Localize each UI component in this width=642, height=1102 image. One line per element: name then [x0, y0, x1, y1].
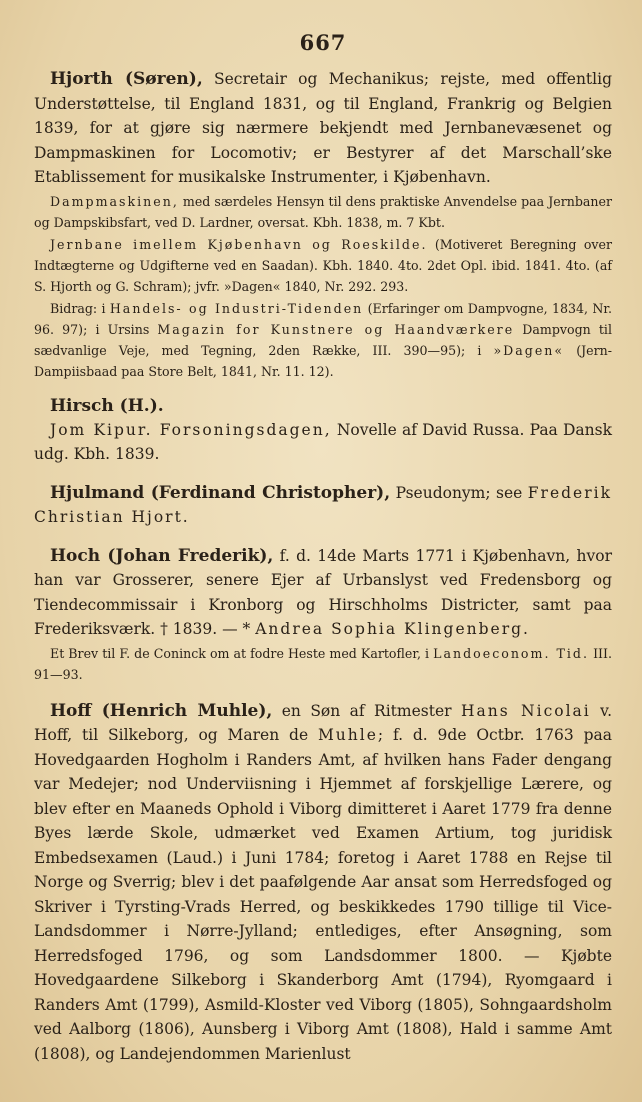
entry-body [34, 544, 612, 642]
work-details: med særdeles Hensyn til dens praktiske Anvendelse paa Jernbaner og Dampskibsfart, ved D. Lardner, oversat. Kbh. 1838, m. 7 Kbt. [34, 193, 612, 230]
person-name: Muhle [317, 726, 378, 744]
work-details: (Erfaringer om Dampvogne, 1834, Nr. 96. 97); i Ursins [34, 300, 612, 337]
entry-body [34, 699, 612, 1067]
entry-hirsch [34, 396, 612, 467]
entry-hjorth [34, 67, 612, 382]
entry-text: Pseudonym; see [390, 483, 528, 502]
entry-text: ; f. d. 9de Octbr. 1763 paa Hovedgaarden Hogholm i Randers Amt, af hvilken hans Fader dengang var Medejer; nod Underviisning i Hjemmet af forskjellige Lærere, og blev efter en Maaneds Ophold i Viborg dimitteret i Aaret 1779 fra denne Byes lærde Skole, udmærket ved Examen Artium, tog juridisk Embedsexamen (Laud.) i Juni 1784; foretog i Aaret 1788 en Rejse til Norge og Sverrig; blev i det paafølgende Aar ansat som Herredsfoged og Skriver i Tyrsting-Vrads Herred, og beskikkedes 1790 tillige til Vice-Landsdommer i Nørre-Jylland; entlediges, efter Ansøgning, som Herredsfoged 1796, og som Landsdommer 1800. — Kjøbte Hovedgaardene Silkeborg i Skanderborg Amt (1794), Ryomgaard i Randers Amt (1799), Asmild-Kloster ved Viborg (1805), Sohngaardsholm ved Aalborg (1806), Aunsberg i Viborg Amt (1808), Hald i samme Amt (1808), og Landejendommen Marienlust [34, 726, 612, 1063]
entry-body [34, 67, 612, 190]
work-title: Magazin for Kunstnere og Haandværkere [157, 321, 515, 337]
entry-headword: Hjulmand (Ferdinand Christopher), [50, 482, 391, 503]
entry-hoff [34, 699, 612, 1067]
entry-hjulmand [34, 481, 612, 530]
bibliography-item [34, 234, 612, 297]
entry-text: en Søn af Ritmester [272, 701, 461, 720]
entry-headword: Hoch (Johan Frederik), [50, 545, 274, 566]
work-title: Handels- og Industri-Tidenden [109, 300, 364, 316]
spouse-name: Andrea Sophia Klingenberg. [255, 620, 530, 638]
bibliography-item [34, 643, 612, 685]
entry-body [34, 481, 612, 530]
work-details: Bidrag: i [50, 300, 110, 316]
entry-headword: Hjorth (Søren), [50, 69, 203, 89]
work-title: »Dagen« [493, 342, 565, 358]
entry-text: Novelle af David Russa. Paa Dansk udg. Kbh. 1839. [34, 420, 613, 463]
entry-headword: Hoff (Henrich Muhle), [50, 700, 273, 721]
work-title: Jom Kipur. Forsoningsdagen, [50, 420, 332, 439]
entry-text: Secretair og Mechanikus; rejste, med offentlig Understøttelse, til England 1831, og til England, Frankrig og Belgien 1839, for at gjøre sig nærmere bekjendt med Jernbanevæsenet og Dampmaskinen for Locomotiv; er Bestyrer af det Marschall’ske Etablissement for musikalske Instrumenter, i Kjøbenhavn. [34, 70, 612, 186]
entry-headword: Hirsch (H.). [50, 395, 164, 416]
work-title: Landoeconom. Tid. [433, 645, 590, 661]
entry-text: f. d. 14de Marts 1771 i Kjøbenhavn, hvor han var Grosserer, senere Ejer af Urbanslyst ved Fredensborg og Tiendecommissair i Kronborg og Hirschholms Districter, samt paa Frederiksværk. † 1839. — * [34, 546, 613, 638]
page-number: 667 [299, 30, 347, 55]
entry-text: v. Hoff, til Silkeborg, og Maren de [34, 701, 613, 744]
work-title: Dampmaskinen, [50, 193, 179, 209]
entry-hoch [34, 544, 612, 685]
work-title: Jernbane imellem Kjøbenhavn og Roeskilde. [50, 236, 428, 252]
cross-reference: Frederik Christian Hjort. [34, 483, 612, 526]
work-details: (Jern-Dampiisbaad paa Store Belt, 1841, Nr. 11. 12). [34, 342, 612, 379]
bibliography-item [34, 191, 612, 233]
work-details: Et Brev til F. de Coninck om at fodre Heste med Kartofler, i [50, 645, 434, 661]
entry-body [34, 418, 612, 467]
work-details: III. 91—93. [34, 645, 612, 682]
work-details: Dampvogn til sædvanlige Veje, med Tegning, 2den Række, III. 390—95); i [34, 321, 612, 358]
bibliography-item [34, 298, 612, 382]
person-name: Hans Nicolai [460, 701, 591, 720]
work-details: (Motiveret Beregning over Indtægterne og Udgifterne ved en Saadan). Kbh. 1840. 4to. 2det Opl. ibid. 1841. 4to. (af S. Hjorth og G. Schram); jvfr. »Dagen« 1840, Nr. 292. 293. [34, 236, 612, 294]
